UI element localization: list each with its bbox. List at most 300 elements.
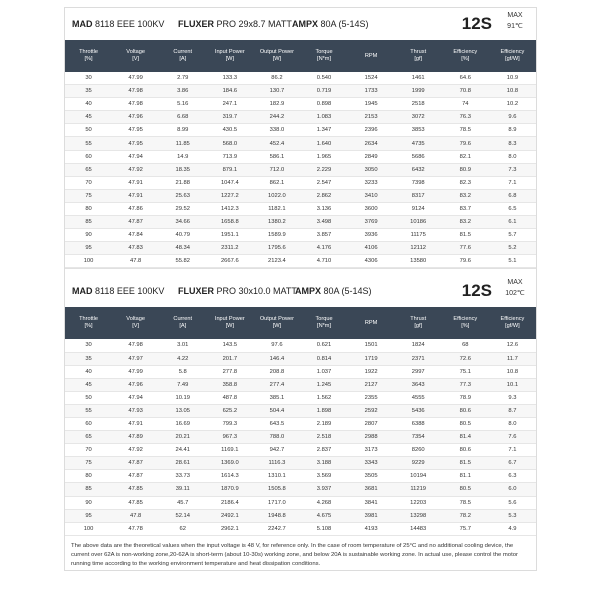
table-cell: 8.0 [489,417,536,430]
table-cell: 45 [65,111,112,124]
table-cell: 2.862 [300,189,347,202]
table-cell: 1.037 [300,365,347,378]
test-block-1 [65,8,536,268]
column-header [300,40,347,72]
table-cell: 47.91 [112,176,159,189]
column-unit: [V] [132,323,140,330]
table-cell: 10.8 [489,365,536,378]
table-cell: 4.176 [300,242,347,255]
table-cell: 1.347 [300,124,347,137]
table-cell: 13.05 [159,404,206,417]
cell-count: 12S [461,281,492,301]
table-cell: 9.3 [489,391,536,404]
table-cell: 643.5 [253,417,300,430]
table-cell: 2.229 [300,163,347,176]
table-cell: 39.11 [159,483,206,496]
column-header [442,40,489,72]
table-cell: 6.8 [489,189,536,202]
table-row [65,124,536,137]
table-cell: 1589.9 [253,229,300,242]
column-name: Efficiency [453,49,478,55]
table-cell: 47.8 [112,255,159,268]
table-cell: 78.2 [442,509,489,522]
table-cell: 2962.1 [206,522,253,535]
table-cell: 3.569 [300,470,347,483]
table-cell: 10186 [395,216,442,229]
table-cell: 47.96 [112,378,159,391]
table-cell: 1658.8 [206,216,253,229]
table-cell: 76.3 [442,111,489,124]
table-cell: 2355 [348,391,395,404]
performance-table [65,307,536,535]
table-cell: 25.63 [159,189,206,202]
table-cell: 7.6 [489,431,536,444]
table-cell: 11175 [395,229,442,242]
table-cell: 568.0 [206,137,253,150]
table-cell: 1380.2 [253,216,300,229]
column-unit: [N*m] [317,323,331,330]
column-unit: [gf/W] [505,56,520,62]
table-cell: 5.7 [489,229,536,242]
table-cell: 47.93 [112,404,159,417]
table-cell: 0.898 [300,98,347,111]
table-cell: 47.98 [112,339,159,352]
table-cell: 3050 [348,163,395,176]
table-cell: 100 [65,522,112,535]
table-cell: 82.3 [442,176,489,189]
table-cell: 4.22 [159,352,206,365]
table-cell: 1719 [348,352,395,365]
table-cell: 1.562 [300,391,347,404]
table-cell: 3.136 [300,202,347,215]
table-cell: 1922 [348,365,395,378]
column-name: Voltage [126,49,145,55]
esc-spec: AMPX 80A (5-14S) [292,19,369,29]
table-cell: 47.94 [112,391,159,404]
table-cell: 3.188 [300,457,347,470]
column-header [206,40,253,72]
table-cell: 1022.0 [253,189,300,202]
table-cell: 47.94 [112,150,159,163]
table-cell: 1.640 [300,137,347,150]
table-cell: 1824 [395,339,442,352]
column-header [112,40,159,72]
table-cell: 487.8 [206,391,253,404]
table-cell: 143.5 [206,339,253,352]
column-unit: [W] [225,323,235,330]
table-cell: 9124 [395,202,442,215]
table-cell: 3072 [395,111,442,124]
table-cell: 201.7 [206,352,253,365]
table-cell: 1169.1 [206,444,253,457]
table-cell: 1795.6 [253,242,300,255]
table-cell: 47.91 [112,189,159,202]
table-cell: 4106 [348,242,395,255]
column-header [112,307,159,339]
table-cell: 7354 [395,431,442,444]
table-cell: 182.9 [253,98,300,111]
table-cell: 5686 [395,150,442,163]
column-unit: [W] [272,323,282,330]
table-row [65,339,536,352]
table-cell: 68 [442,339,489,352]
table-row [65,391,536,404]
table-cell: 10.1 [489,378,536,391]
column-header [395,40,442,72]
column-name: Current [173,49,193,55]
table-cell: 385.1 [253,391,300,404]
column-unit: [gf] [414,323,423,330]
table-cell: 6.1 [489,216,536,229]
table-cell: 60 [65,150,112,163]
table-cell: 1614.3 [206,470,253,483]
table-cell: 40 [65,98,112,111]
table-cell: 2242.7 [253,522,300,535]
table-cell: 10.9 [489,72,536,85]
table-cell: 7.1 [489,176,536,189]
table-cell: 81.1 [442,470,489,483]
table-cell: 1870.9 [206,483,253,496]
table-cell: 452.4 [253,137,300,150]
table-cell: 95 [65,242,112,255]
column-name: Current [173,316,193,323]
table-cell: 586.1 [253,150,300,163]
table-cell: 799.3 [206,417,253,430]
table-cell: 5.3 [489,509,536,522]
table-cell: 16.69 [159,417,206,430]
table-cell: 2849 [348,150,395,163]
table-cell: 5.6 [489,496,536,509]
table-cell: 6388 [395,417,442,430]
table-cell: 78.5 [442,496,489,509]
table-cell: 47.85 [112,483,159,496]
table-cell: 60 [65,417,112,430]
table-cell: 4.675 [300,509,347,522]
table-cell: 6432 [395,163,442,176]
table-cell: 3.86 [159,85,206,98]
table-cell: 4193 [348,522,395,535]
table-cell: 3600 [348,202,395,215]
table-cell: 20.21 [159,431,206,444]
table-cell: 3233 [348,176,395,189]
table-cell: 47.95 [112,124,159,137]
table-cell: 82.1 [442,150,489,163]
table-row [65,98,536,111]
table-row [65,352,536,365]
table-row [65,202,536,215]
table-cell: 1412.3 [206,202,253,215]
table-cell: 75.1 [442,365,489,378]
table-header-row [65,40,536,72]
table-cell: 7.49 [159,378,206,391]
table-row [65,176,536,189]
table-cell: 5.16 [159,98,206,111]
table-cell: 90 [65,496,112,509]
column-unit: [%] [84,323,93,330]
table-cell: 0.621 [300,339,347,352]
table-cell: 30 [65,339,112,352]
table-cell: 5.108 [300,522,347,535]
table-cell: 8.7 [489,404,536,417]
table-cell: 83.2 [442,216,489,229]
cell-count: 12S [461,14,492,33]
table-cell: 47.86 [112,202,159,215]
table-cell: 81.5 [442,457,489,470]
table-cell: 85 [65,483,112,496]
table-row [65,150,536,163]
table-cell: 8.3 [489,137,536,150]
table-cell: 9229 [395,457,442,470]
table-cell: 2.518 [300,431,347,444]
table-row [65,522,536,535]
table-cell: 47.92 [112,444,159,457]
table-cell: 47.83 [112,242,159,255]
table-cell: 4735 [395,137,442,150]
table-cell: 47.98 [112,98,159,111]
table-cell: 8260 [395,444,442,457]
table-cell: 75.7 [442,522,489,535]
esc-spec: AMPX 80A (5-14S) [295,286,372,297]
table-cell: 10.8 [489,85,536,98]
table-cell: 1369.0 [206,457,253,470]
table-cell: 0.814 [300,352,347,365]
table-cell: 130.7 [253,85,300,98]
column-header [159,40,206,72]
table-cell: 3343 [348,457,395,470]
table-cell: 8.99 [159,124,206,137]
table-cell: 85 [65,216,112,229]
table-cell: 65 [65,163,112,176]
table-row [65,72,536,85]
table-row [65,189,536,202]
table-cell: 47.87 [112,457,159,470]
table-cell: 13298 [395,509,442,522]
column-name: Efficiency [500,316,525,323]
table-cell: 10194 [395,470,442,483]
table-cell: 35 [65,85,112,98]
table-cell: 3.498 [300,216,347,229]
table-cell: 2396 [348,124,395,137]
table-cell: 862.1 [253,176,300,189]
column-header [65,307,112,339]
column-name: Thrust [410,316,427,323]
table-cell: 1.898 [300,404,347,417]
table-cell: 40.79 [159,229,206,242]
column-name: Throttle [79,49,99,55]
table-row [65,444,536,457]
column-unit: [gf] [414,56,423,62]
table-cell: 81.4 [442,431,489,444]
test-block-2 [65,275,536,535]
column-unit: [gf/W] [505,323,520,330]
column-header [442,307,489,339]
column-header [206,307,253,339]
max-temp: MAX 102℃ [505,279,525,298]
column-unit: [W] [272,56,282,62]
table-cell: 3853 [395,124,442,137]
table-cell: 338.0 [253,124,300,137]
table-cell: 72.6 [442,352,489,365]
table-cell: 1505.8 [253,483,300,496]
table-cell: 40 [65,365,112,378]
table-cell: 64.6 [442,72,489,85]
table-cell: 1047.4 [206,176,253,189]
table-cell: 3643 [395,378,442,391]
table-cell: 45 [65,378,112,391]
table-cell: 184.6 [206,85,253,98]
table-cell: 5436 [395,404,442,417]
table-cell: 80.5 [442,417,489,430]
table-cell: 50 [65,124,112,137]
table-cell: 50 [65,391,112,404]
table-cell: 70 [65,444,112,457]
table-cell: 2492.1 [206,509,253,522]
table-cell: 74 [442,98,489,111]
table-cell: 47.85 [112,496,159,509]
table-cell: 942.7 [253,444,300,457]
table-cell: 3769 [348,216,395,229]
table-cell: 1717.0 [253,496,300,509]
table-cell: 62 [159,522,206,535]
table-cell: 1.245 [300,378,347,391]
column-unit: [A] [179,323,187,330]
table-cell: 55 [65,404,112,417]
column-name: Input Power [214,49,245,55]
table-cell: 12203 [395,496,442,509]
table-cell: 83.7 [442,202,489,215]
column-header [300,307,347,339]
table-row [65,216,536,229]
column-header [348,307,395,339]
table-cell: 5.1 [489,255,536,268]
table-cell: 47.91 [112,417,159,430]
table-cell: 47.84 [112,229,159,242]
table-cell: 504.4 [253,404,300,417]
table-cell: 3173 [348,444,395,457]
table-cell: 208.8 [253,365,300,378]
column-unit: [A] [179,56,187,62]
table-cell: 100 [65,255,112,268]
block-header [65,8,536,40]
table-body [65,339,536,535]
table-cell: 712.0 [253,163,300,176]
table-cell: 79.6 [442,137,489,150]
table-cell: 6.7 [489,457,536,470]
table-cell: 3.857 [300,229,347,242]
table-cell: 14483 [395,522,442,535]
table-row [65,242,536,255]
table-cell: 2634 [348,137,395,150]
table-cell: 33.73 [159,470,206,483]
column-name: Torque [315,49,333,55]
table-row [65,417,536,430]
table-body [65,72,536,268]
table-row [65,229,536,242]
table-cell: 83.2 [442,189,489,202]
table-cell: 1310.1 [253,470,300,483]
table-cell: 28.61 [159,457,206,470]
table-row [65,483,536,496]
table-cell: 0.540 [300,72,347,85]
table-cell: 3936 [348,229,395,242]
column-header [489,307,536,339]
table-cell: 2.547 [300,176,347,189]
table-cell: 0.719 [300,85,347,98]
table-cell: 7.3 [489,163,536,176]
table-cell: 3981 [348,509,395,522]
table-row [65,163,536,176]
table-cell: 52.14 [159,509,206,522]
table-cell: 80 [65,202,112,215]
table-cell: 12112 [395,242,442,255]
table-cell: 3681 [348,483,395,496]
table-cell: 1948.8 [253,509,300,522]
column-name: RPM [364,52,378,59]
column-header [489,40,536,72]
column-header [348,40,395,72]
table-cell: 2807 [348,417,395,430]
table-cell: 47.87 [112,216,159,229]
table-cell: 1.083 [300,111,347,124]
table-row [65,365,536,378]
table-cell: 277.4 [253,378,300,391]
table-cell: 244.2 [253,111,300,124]
table-cell: 11.85 [159,137,206,150]
table-cell: 47.96 [112,111,159,124]
table-cell: 24.41 [159,444,206,457]
block-header [65,275,536,307]
table-cell: 2.79 [159,72,206,85]
table-cell: 1182.1 [253,202,300,215]
table-cell: 2153 [348,111,395,124]
column-name: Torque [315,316,333,323]
table-cell: 7.1 [489,444,536,457]
table-cell: 4306 [348,255,395,268]
table-cell: 77.6 [442,242,489,255]
table-cell: 80.9 [442,163,489,176]
table-cell: 48.34 [159,242,206,255]
table-cell: 5.2 [489,242,536,255]
column-name: Efficiency [453,316,478,323]
table-cell: 90 [65,229,112,242]
table-cell: 55.82 [159,255,206,268]
table-cell: 6.3 [489,470,536,483]
column-name: Voltage [126,316,145,323]
table-cell: 75 [65,189,112,202]
table-cell: 97.6 [253,339,300,352]
table-cell: 70 [65,176,112,189]
table-cell: 3.937 [300,483,347,496]
table-cell: 2371 [395,352,442,365]
table-cell: 35 [65,352,112,365]
table-row [65,378,536,391]
table-cell: 47.99 [112,72,159,85]
column-name: Input Power [214,316,245,323]
column-unit: [N*m] [317,56,331,62]
table-cell: 2.189 [300,417,347,430]
table-row [65,509,536,522]
table-cell: 2667.6 [206,255,253,268]
table-cell: 879.1 [206,163,253,176]
table-cell: 319.7 [206,111,253,124]
table-cell: 78.5 [442,124,489,137]
table-cell: 3505 [348,470,395,483]
table-cell: 81.5 [442,229,489,242]
table-cell: 4555 [395,391,442,404]
table-cell: 2127 [348,378,395,391]
table-cell: 2592 [348,404,395,417]
table-cell: 133.3 [206,72,253,85]
